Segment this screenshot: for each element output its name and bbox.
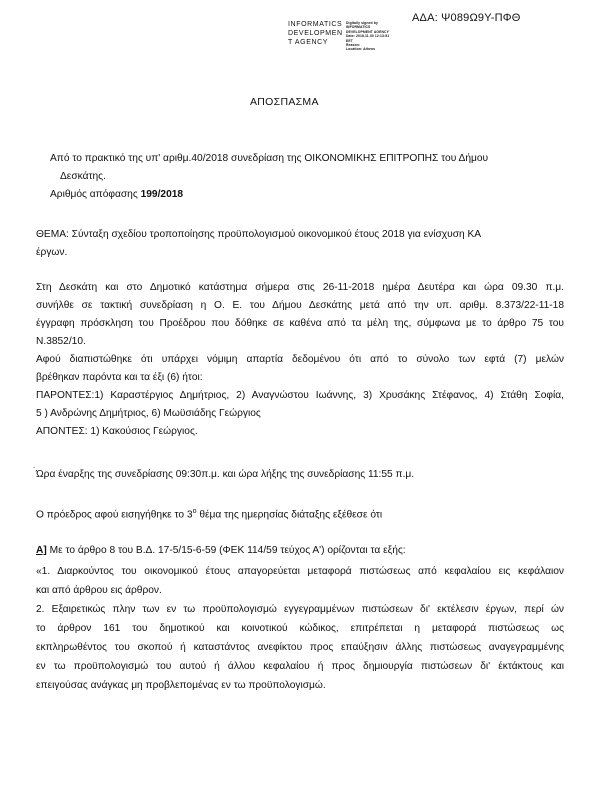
ordinal-superscript: ο: [192, 508, 197, 515]
paragraph-line: Αφού διαπιστώθηκε ότι υπάρχει νόμιμη απαρτία δεδομένου ότι από το σύνολο των εφτά (7) μελών: [36, 354, 564, 365]
stamp-detail-line: EET: [346, 38, 353, 43]
section-a-label: Α]: [36, 545, 47, 556]
intro-line: Δεσκάτης.: [60, 171, 106, 182]
quote-line: το άρθρον 161 του δημοτικού και κοινοτικού κώδικος, επιτρέπεται η μεταφορά πιστώσεως ως: [36, 623, 564, 634]
stamp-detail-line: Digitally signed by: [346, 21, 378, 25]
stamp-signer-name: [288, 20, 343, 47]
subject-line: ΘΕΜΑ: Σύνταξη σχεδίου τροποποίησης προϋπολογισμού οικονομικού έτους 2018 για ενίσχυση ΚΑ: [36, 229, 482, 240]
decision-number: 199/2018: [140, 189, 184, 200]
paragraph-line: έγγραφη πρόσκληση του Προέδρου που δόθηκε σε καθένα από τα μέλη της, σύμφωνα με το άρθρο 75 του: [36, 318, 564, 329]
stamp-detail-line: INFORMATICS: [346, 25, 371, 30]
decision-label: Αριθμός απόφασης: [50, 189, 141, 200]
chairman-text: Ο πρόεδρος αφού εισηγήθηκε το 3: [36, 509, 193, 521]
paragraph-line: Στη Δεσκάτη και στο Δημοτικό κατάστημα σήμερα στις 26-11-2018 ημέρα Δευτέρα και ώρα 09.30 π.μ.: [36, 282, 564, 293]
subject-line: έργων.: [36, 247, 68, 258]
heading-text: ΑΠΟΣΠΑΣΜΑ: [250, 96, 319, 108]
paragraph-line: βρέθηκαν παρόντα και τα έξι (6) ήτοι:: [36, 372, 203, 383]
chairman-text: θέμα της ημερησίας διάταξης εξέθεσε ότι: [199, 509, 383, 521]
chairman-line: [36, 508, 382, 520]
absent-members-line: ΑΠΟΝΤΕΣ: 1) Κακούσιος Γεώργιος.: [36, 426, 198, 437]
stamp-signer-line: DEVELOPMEN: [288, 30, 343, 37]
quote-line: «1. Διαρκούντος του οικονομικού έτους απαγορεύεται μεταφορά πιστώσεως από κεφαλαίου εις κεφάλαιον: [36, 566, 564, 577]
session-time-line: Ώρα έναρξης της συνεδρίασης 09:30π.μ. και ώρα λήξης της συνεδρίασης 11:55 π.μ.: [36, 469, 415, 480]
stamp-detail-line: Location: Athens: [346, 47, 376, 52]
paragraph-line: συνήλθε σε τακτική συνεδρίαση η Ο. Ε. του Δήμου Δεσκάτης μετά από την υπ. αριθμ. 8.373/22-11-18: [36, 300, 564, 311]
quote-line: 2. Εξαιρετικώς πλην των εν τω προϋπολογισμώ εγγεγραμμένων πιστώσεων δι' εκτέλεσιν έργων, περί ών: [36, 604, 564, 615]
stamp-detail-line: Date: 2018.11.30 12:13:51: [346, 34, 390, 39]
paragraph-line: Ν.3852/10.: [36, 336, 86, 347]
stamp-details: [346, 21, 389, 52]
quote-line: εν τω προϋπολογισμώ του αυτού ή άλλου κεφαλαίου ή προς δημιουργία πιστώσεων δι' έκτάκτους και: [36, 661, 564, 672]
section-a-line: [36, 545, 406, 556]
digital-signature-stamp: [288, 20, 418, 60]
ada-number: ΑΔΑ: Ψ089Ω9Υ-ΠΦΘ: [412, 12, 521, 24]
stamp-detail-line: DEVELOPMENT AGENCY: [346, 29, 389, 34]
stamp-signer-line: INFORMATICS: [288, 21, 343, 28]
intro-line: Από το πρακτικό της υπ' αριθμ.40/2018 συνεδρίαση της ΟΙΚΟΝΟΜΙΚΗΣ ΕΠΙΤΡΟΠΗΣ του Δήμου: [50, 153, 489, 164]
stray-dot: .: [33, 461, 36, 470]
quote-line: και από άρθρου εις άρθρον.: [36, 585, 162, 596]
stamp-detail-line: Reason:: [346, 43, 361, 48]
stamp-signer-line: T AGENCY: [288, 39, 329, 46]
quote-line: επειγούσας ανάγκας μη προβλεπομένας εν τω προϋπολογισμώ.: [36, 680, 326, 691]
quote-line: εκπληρωθέντος του σκοπού ή καταστάντος ανεφίκτου προς επαύξησιν άλλης πιστώσεως αναγεγραμμένης: [36, 642, 564, 653]
decision-number-line: [50, 189, 183, 200]
section-a-text: Με το άρθρο 8 του Β.Δ. 17-5/15-6-59 (ΦΕΚ 114/59 τεύχος Α') ορίζονται τα εξής:: [46, 545, 406, 556]
present-members-line: 5 ) Ανδρώνης Δημήτριος, 6) Μωϋσιάδης Γεώργιος: [36, 408, 261, 419]
present-members-line: ΠΑΡΟΝΤΕΣ:1) Καραστέργιος Δημήτριος, 2) Αναγνώστου Ιωάννης, 3) Χρυσάκης Στέφανος, 4) Στάθη Σοφία,: [36, 390, 564, 401]
